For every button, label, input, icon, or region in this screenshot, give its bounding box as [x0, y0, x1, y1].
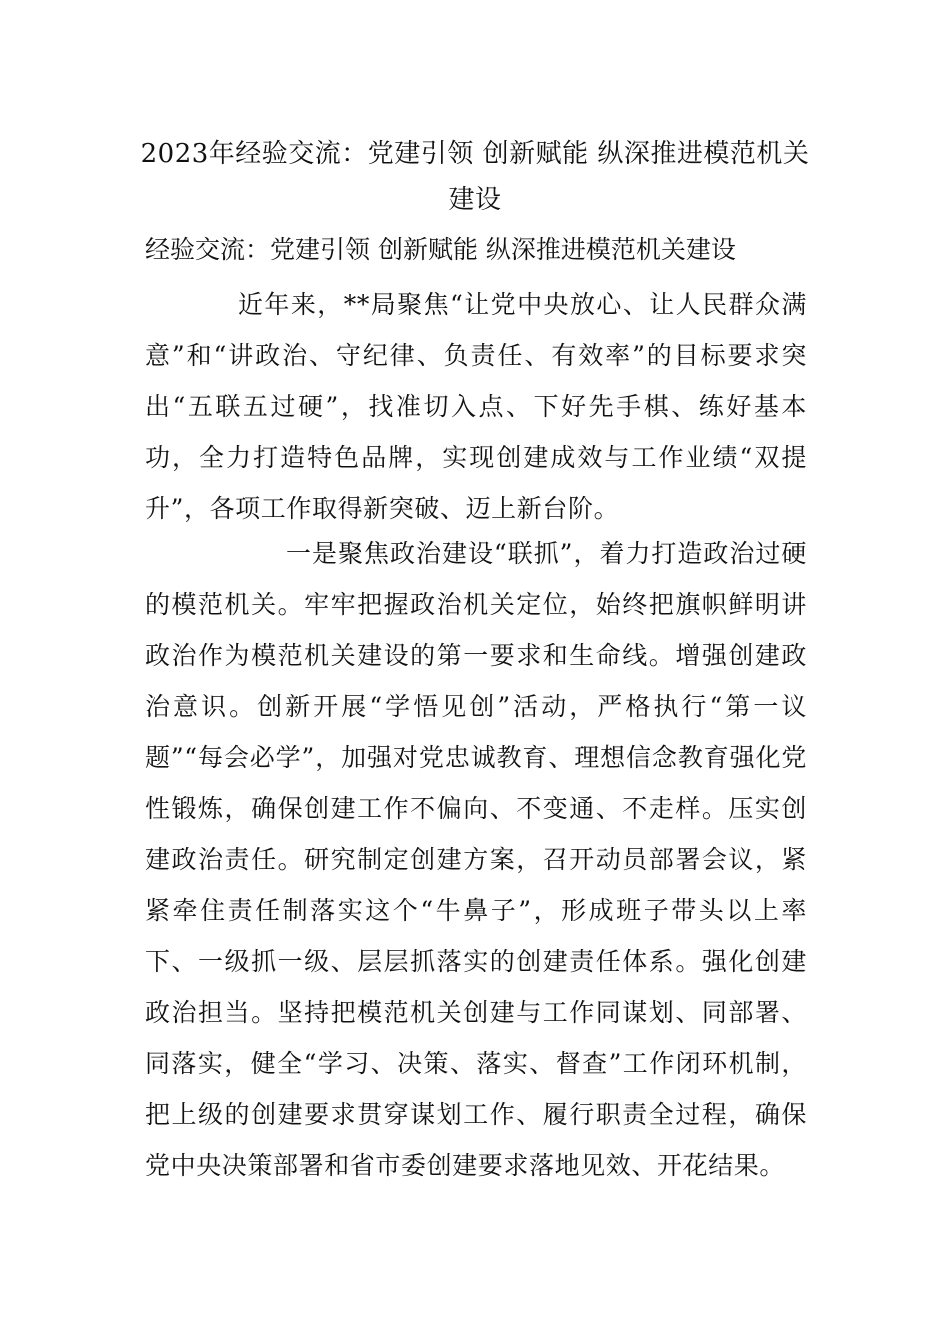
document-title: 2023年经验交流：党建引领 创新赋能 纵深推进模范机关建设: [140, 139, 810, 215]
document-subtitle: 经验交流：党建引领 创新赋能 纵深推进模范机关建设: [145, 235, 736, 264]
paragraph-intro: 近年来，**局聚焦“让党中央放心、让人民群众满意”和“讲政治、守纪律、负责任、有效率”的目标要求突出“五联五过硬”，找准切入点、下好先手棋、练好基本功，全力打造特色品牌，实现创建成效与工作业绩“双提升”，各项工作取得新突破、迈上新台阶。: [145, 290, 807, 523]
paragraph-political-construction: 一是聚焦政治建设“联抓”，着力打造政治过硬的模范机关。牢牢把握政治机关定位，始终把旗帜鲜明讲政治作为模范机关建设的第一要求和生命线。增强创建政治意识。创新开展“学悟见创”活动，严格执行“第一议题”“每会必学”，加强对党忠诚教育、理想信念教育强化党性锻炼，确保创建工作不偏向、不变通、不走样。压实创建政治责任。研究制定创建方案，召开动员部署会议，紧紧牵住责任制落实这个“牛鼻子”，形成班子带头以上率下、一级抓一级、层层抓落实的创建责任体系。强化创建政治担当。坚持把模范机关创建与工作同谋划、同部署、同落实，健全“学习、决策、落实、督查”工作闭环机制，把上级的创建要求贯穿谋划工作、履行职责全过程，确保党中央决策部署和省市委创建要求落地见效、开花结果。: [145, 539, 807, 1180]
